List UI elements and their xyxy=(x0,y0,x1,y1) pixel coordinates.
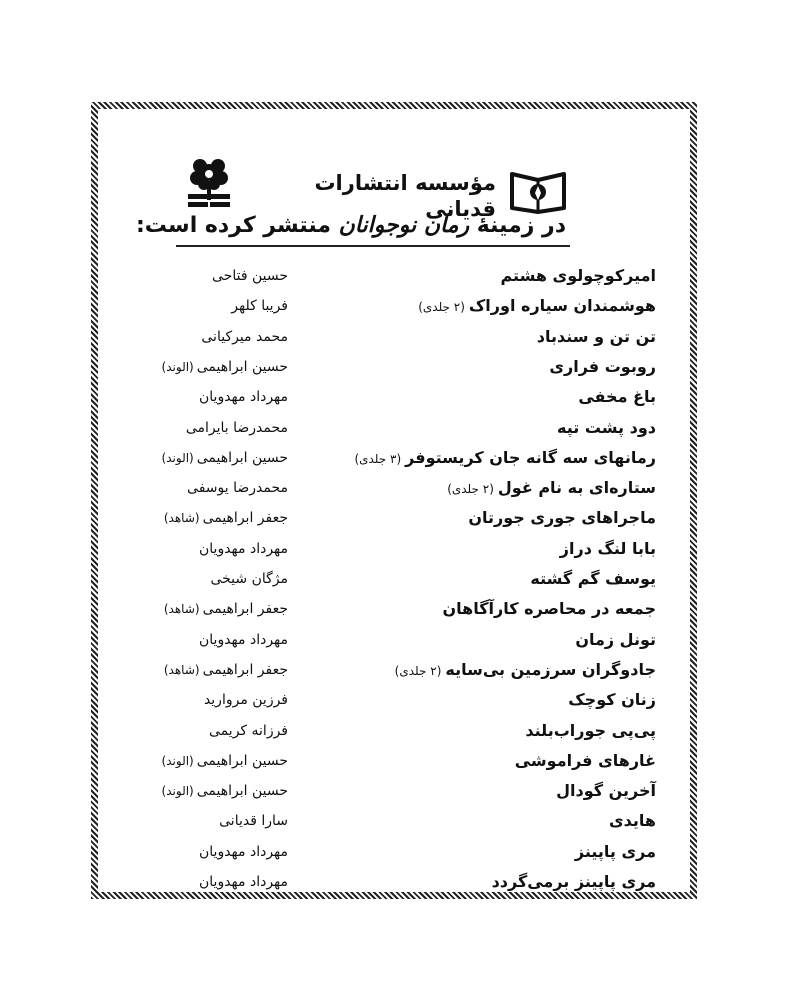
book-volume-count: (۳ جلدی) xyxy=(354,451,402,466)
book-title xyxy=(336,503,656,533)
publisher-header xyxy=(0,0,786,250)
book-author xyxy=(130,746,288,776)
book-author xyxy=(130,685,288,715)
book-author xyxy=(130,625,288,655)
book-title xyxy=(336,867,656,897)
book-author xyxy=(130,291,288,321)
book-row xyxy=(0,291,786,321)
book-author xyxy=(130,322,288,352)
book-author-name: مهرداد مهدویان xyxy=(199,540,288,557)
book-row xyxy=(0,806,786,836)
book-author xyxy=(130,806,288,836)
book-title-text: آخرین گودال xyxy=(556,781,656,801)
book-title xyxy=(336,534,656,564)
book-title-text: هایدی xyxy=(608,811,656,831)
book-author-name: حسین فتاحی xyxy=(212,268,288,284)
open-book-pen-logo-icon xyxy=(508,166,568,214)
book-row xyxy=(0,746,786,776)
book-author xyxy=(130,473,288,503)
book-title-text: هوشمندان سیاره اوراک xyxy=(468,296,656,316)
book-author-name: محمدرضا بایرامی xyxy=(185,419,288,436)
book-title xyxy=(336,716,656,746)
book-row xyxy=(0,503,786,533)
book-volume-count: (۲ جلدی) xyxy=(447,482,494,497)
book-row xyxy=(0,594,786,624)
book-title xyxy=(336,655,656,686)
book-author-name: مژگان شیخی xyxy=(210,571,288,587)
book-title-text: مری پاپینز برمی‌گردد xyxy=(491,872,656,891)
book-title xyxy=(336,261,656,291)
publisher-name: مؤسسه انتشارات قدیانی xyxy=(314,171,496,221)
book-title xyxy=(336,291,656,322)
book-author-name: محمد میرکیانی xyxy=(201,328,288,345)
book-row xyxy=(0,685,786,715)
book-row xyxy=(0,625,786,655)
book-title xyxy=(336,382,656,412)
book-row xyxy=(0,443,786,473)
book-author-name: جعفر ابراهیمی xyxy=(202,661,288,678)
book-title-text: تونل زمان xyxy=(575,629,656,649)
intro-suffix: منتشر کرده است: xyxy=(135,213,331,238)
book-title xyxy=(336,685,656,715)
book-author xyxy=(130,594,288,624)
book-author-name: فرزین مروارید xyxy=(203,692,288,709)
book-title xyxy=(336,594,656,624)
book-author xyxy=(130,776,288,806)
book-author-name: حسین ابراهیمی xyxy=(196,783,288,800)
book-author-pen-name: (الوند) xyxy=(161,359,194,374)
book-author-name: مهرداد مهدویان xyxy=(199,874,288,890)
book-title xyxy=(336,625,656,655)
book-author xyxy=(130,382,288,412)
book-row xyxy=(0,867,786,897)
book-author-name: جعفر ابراهیمی xyxy=(202,601,288,618)
book-title xyxy=(336,564,656,594)
book-row xyxy=(0,322,786,352)
book-title-text: امیرکوچولوی هشتم xyxy=(500,266,656,285)
book-title-text: ماجراهای جوری جورتان xyxy=(468,508,656,528)
book-title-text: زنان کوچک xyxy=(568,690,656,710)
book-author-pen-name: (شاهد) xyxy=(163,602,200,617)
book-author-pen-name: (الوند) xyxy=(161,753,194,768)
book-author-name: حسین ابراهیمی xyxy=(196,358,288,375)
book-title-text: دود پشت تپه xyxy=(557,417,656,437)
book-author-name: مهرداد مهدویان xyxy=(199,843,288,860)
book-row xyxy=(0,534,786,564)
header-divider xyxy=(176,245,570,247)
book-author-pen-name: (شاهد) xyxy=(163,662,200,677)
book-author-name: فرزانه کریمی xyxy=(209,722,288,739)
book-author-name: حسین ابراهیمی xyxy=(196,752,288,769)
book-author xyxy=(130,534,288,564)
book-title-text: تن تن و سندباد xyxy=(536,326,656,346)
book-title-text: غارهای فراموشی xyxy=(514,750,656,770)
book-row xyxy=(0,413,786,443)
book-title xyxy=(336,776,656,806)
book-title-text: مری پاپینز xyxy=(574,841,656,861)
book-title xyxy=(336,413,656,443)
book-title xyxy=(336,746,656,776)
book-title-text: بابا لنگ دراز xyxy=(559,538,656,558)
book-row xyxy=(0,837,786,867)
genre-label: رمان نوجوانان xyxy=(338,213,470,238)
book-author-name: مهرداد مهدویان xyxy=(199,631,288,648)
flower-book-logo-icon xyxy=(180,154,238,212)
book-title-text: جادوگران سرزمین بی‌سایه xyxy=(445,659,656,679)
book-author-pen-name: (الوند) xyxy=(161,450,194,465)
intro-prefix: در زمینهٔ xyxy=(476,213,566,238)
book-author xyxy=(130,413,288,443)
book-title xyxy=(336,322,656,352)
book-author xyxy=(130,655,288,685)
book-title xyxy=(336,473,656,504)
book-author-name: مهرداد مهدویان xyxy=(199,389,288,406)
book-title-text: پی‌پی جوراب‌بلند xyxy=(525,720,656,740)
book-title xyxy=(336,352,656,382)
book-title xyxy=(336,806,656,836)
book-author-name: سارا قدیانی xyxy=(219,813,288,830)
book-volume-count: (۲ جلدی) xyxy=(394,663,442,678)
book-row xyxy=(0,473,786,503)
book-title xyxy=(336,837,656,867)
book-title-text: جمعه در محاصره کارآگاهان xyxy=(442,599,656,619)
book-author-pen-name: (الوند) xyxy=(161,784,194,799)
book-title-text: ستاره‌ای به نام غول xyxy=(497,478,656,498)
book-author xyxy=(130,564,288,594)
book-title-text: روبوت فراری xyxy=(549,356,656,376)
book-title-text: یوسف گم گشته xyxy=(530,569,656,588)
book-volume-count: (۲ جلدی) xyxy=(418,300,465,315)
book-author-name: فریبا کلهر xyxy=(231,298,288,315)
book-author xyxy=(130,837,288,867)
book-row xyxy=(0,261,786,291)
book-row xyxy=(0,776,786,806)
book-title-text: رمانهای سه گانه جان کریستوفر xyxy=(405,447,656,467)
book-author xyxy=(130,443,288,473)
book-author xyxy=(130,716,288,746)
book-row xyxy=(0,655,786,685)
book-author-pen-name: (شاهد) xyxy=(163,511,200,526)
book-author-name: جعفر ابراهیمی xyxy=(202,510,288,527)
book-author xyxy=(130,352,288,382)
book-row xyxy=(0,716,786,746)
book-row xyxy=(0,352,786,382)
book-title-text: باغ مخفی xyxy=(578,387,656,407)
book-author xyxy=(130,503,288,533)
book-author-name: حسین ابراهیمی xyxy=(196,449,288,466)
book-author xyxy=(130,261,288,291)
book-author xyxy=(130,867,288,897)
book-row xyxy=(0,382,786,412)
book-title xyxy=(336,443,656,474)
intro-line xyxy=(135,212,566,240)
book-row xyxy=(0,564,786,594)
book-author-name: محمدرضا یوسفی xyxy=(187,480,288,497)
